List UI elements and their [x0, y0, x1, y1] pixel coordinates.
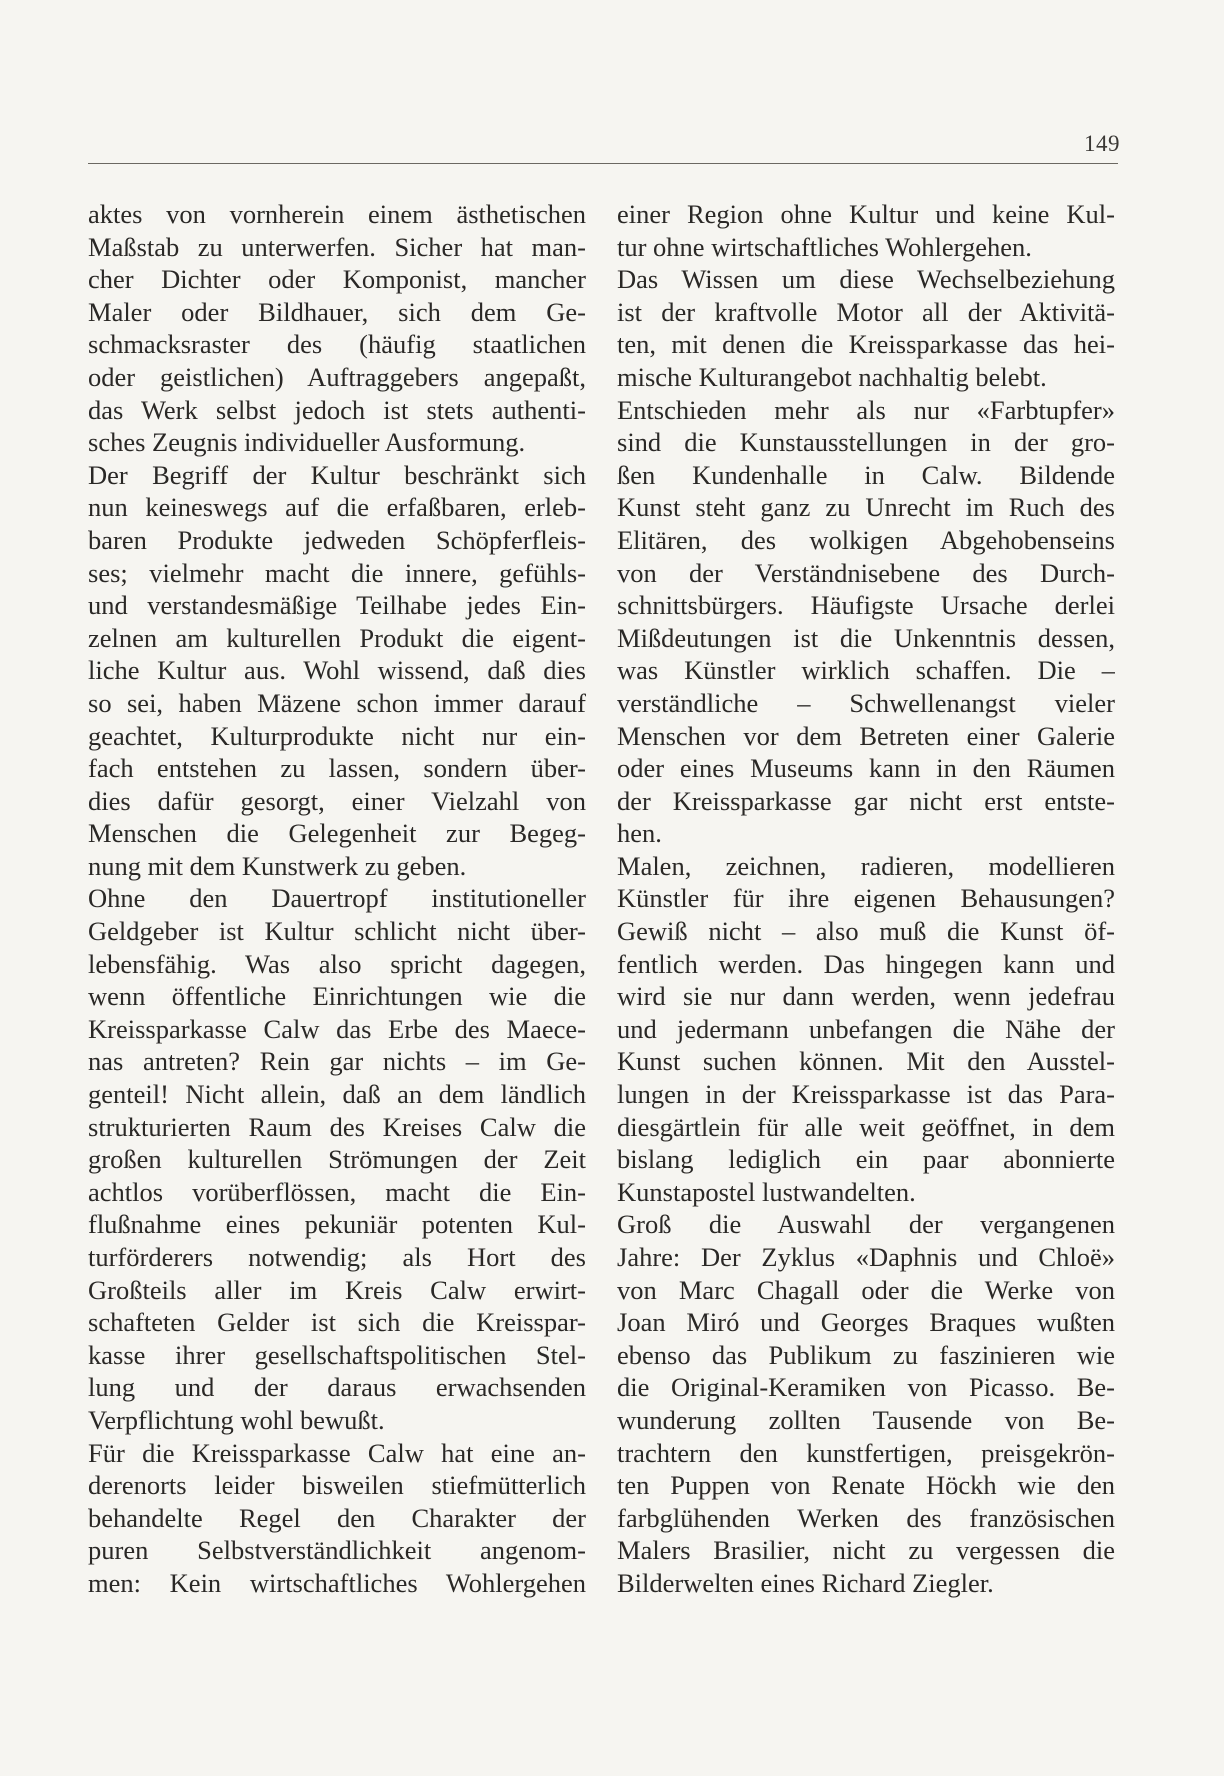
text-line: men: Kein wirtschaftliches Wohlergehen — [88, 1567, 586, 1598]
text-line: Der Begriff der Kultur beschränkt sich — [88, 459, 586, 490]
text-line: einer Region ohne Kultur und keine Kul- — [617, 199, 1115, 229]
text-line: verständliche – Schwellenangst vieler — [617, 687, 1115, 718]
text-line: Bilderwelten eines Richard Ziegler. — [617, 1567, 994, 1598]
text-line: schnittsbürgers. Häufigste Ursache derlei — [617, 590, 1115, 621]
text-line: Joan Miró und Georges Braques wußten — [617, 1307, 1115, 1338]
text-line: Elitären, des wolkigen Abgehobenseins — [617, 524, 1115, 555]
text-line: trachtern den kunstfertigen, preisgekrön- — [617, 1437, 1115, 1468]
text-line: und jedermann unbefangen die Nähe der — [617, 1013, 1115, 1044]
header-rule — [88, 163, 1118, 164]
text-line: so sei, haben Mäzene schon immer darauf — [88, 687, 586, 718]
text-line: nun keineswegs auf die erfaßbaren, erleb- — [88, 492, 586, 523]
text-line: turförderers notwendig; als Hort des — [88, 1242, 586, 1272]
text-line: derenorts leider bisweilen stiefmütterlich — [88, 1470, 586, 1501]
text-line: Ohne den Dauertropf institutioneller — [88, 883, 586, 914]
text-line: schafteten Gelder ist sich die Kreisspar- — [88, 1307, 586, 1338]
text-line: Verpflichtung wohl bewußt. — [88, 1404, 385, 1435]
text-line: oder geistlichen) Auftraggebers angepaßt, — [88, 361, 586, 392]
text-line: und verstandesmäßige Teilhabe jedes Ein- — [88, 590, 586, 621]
text-line: Großteils aller im Kreis Calw erwirt- — [88, 1274, 586, 1305]
text-line: Malers Brasilier, nicht zu vergessen die — [617, 1535, 1115, 1566]
text-line: ses; vielmehr macht die innere, gefühls- — [88, 557, 586, 588]
text-line: Maßstab zu unterwerfen. Sicher hat man- — [88, 231, 586, 262]
page-number: 149 — [1084, 131, 1120, 156]
text-line: Maler oder Bildhauer, sich dem Ge- — [88, 296, 586, 327]
text-line: diesgärtlein für alle weit geöffnet, in dem — [617, 1111, 1115, 1142]
text-line: sches Zeugnis individueller Ausformung. — [88, 427, 526, 458]
text-line: die Original-Keramiken von Picasso. Be- — [617, 1372, 1115, 1403]
text-line: ten, mit denen die Kreissparkasse das hei- — [617, 329, 1115, 360]
text-line: mische Kulturangebot nachhaltig belebt. — [617, 361, 1047, 392]
text-line: lungen in der Kreissparkasse ist das Para- — [617, 1079, 1115, 1110]
text-line: das Werk selbst jedoch ist stets authenti- — [88, 394, 586, 425]
text-line: wird sie nur dann werden, wenn jedefrau — [617, 981, 1115, 1012]
right-text-column — [617, 198, 1115, 1600]
text-line: sind die Kunstausstellungen in der gro- — [617, 427, 1115, 458]
text-line: baren Produkte jedweden Schöpferfleis- — [88, 524, 586, 555]
text-line: Entschieden mehr als nur «Farbtupfer» — [617, 394, 1115, 425]
text-line: behandelte Regel den Charakter der — [88, 1502, 586, 1533]
text-line: Kreissparkasse Calw das Erbe des Maece- — [88, 1013, 586, 1044]
text-line: großen kulturellen Strömungen der Zeit — [88, 1144, 586, 1175]
text-line: Kunst suchen können. Mit den Ausstel- — [617, 1046, 1115, 1077]
text-line: bislang lediglich ein paar abonnierte — [617, 1144, 1115, 1175]
text-line: was Künstler wirklich schaffen. Die – — [617, 655, 1115, 686]
text-line: wunderung zollten Tausende von Be- — [617, 1404, 1115, 1435]
text-line: lung und der daraus erwachsenden — [88, 1372, 586, 1403]
text-line: genteil! Nicht allein, daß an dem ländlich — [88, 1079, 586, 1110]
text-line: Jahre: Der Zyklus «Daphnis und Chloë» — [617, 1242, 1115, 1272]
text-line: Geldgeber ist Kultur schlicht nicht über- — [88, 916, 586, 947]
left-text-column — [88, 198, 586, 1600]
text-line: Für die Kreissparkasse Calw hat eine an- — [88, 1437, 586, 1468]
text-line: Malen, zeichnen, radieren, modellieren — [617, 850, 1115, 881]
text-line: lebensfähig. Was also spricht dagegen, — [88, 948, 586, 979]
text-line: oder eines Museums kann in den Räumen — [617, 753, 1115, 784]
text-line: farbglühenden Werken des französischen — [617, 1502, 1115, 1533]
text-line: achtlos vorüberflössen, macht die Ein- — [88, 1176, 586, 1207]
text-line: Kunst steht ganz zu Unrecht im Ruch des — [617, 492, 1115, 523]
text-line: ebenso das Publikum zu faszinieren wie — [617, 1339, 1115, 1370]
text-line: flußnahme eines pekuniär potenten Kul- — [88, 1209, 586, 1240]
text-line: ßen Kundenhalle in Calw. Bildende — [617, 459, 1115, 490]
text-line: Gewiß nicht – also muß die Kunst öf- — [617, 916, 1115, 947]
text-line: strukturierten Raum des Kreises Calw die — [88, 1111, 586, 1142]
text-line: von der Verständnisebene des Durch- — [617, 557, 1115, 588]
text-line: geachtet, Kulturprodukte nicht nur ein- — [88, 720, 586, 751]
text-line: hen. — [617, 818, 662, 849]
text-line: Mißdeutungen ist die Unkenntnis dessen, — [617, 622, 1115, 653]
text-line: ten Puppen von Renate Höckh wie den — [617, 1470, 1115, 1501]
text-line: Menschen die Gelegenheit zur Begeg- — [88, 818, 586, 849]
text-line: wenn öffentliche Einrichtungen wie die — [88, 981, 586, 1012]
text-line: Groß die Auswahl der vergangenen — [617, 1209, 1115, 1240]
text-line: nung mit dem Kunstwerk zu geben. — [88, 850, 467, 881]
text-line: von Marc Chagall oder die Werke von — [617, 1274, 1115, 1305]
text-line: nas antreten? Rein gar nichts – im Ge- — [88, 1046, 586, 1077]
text-line: tur ohne wirtschaftliches Wohlergehen. — [617, 231, 1032, 262]
text-line: Kunstapostel lustwandelten. — [617, 1176, 916, 1207]
text-line: ist der kraftvolle Motor all der Aktivitä- — [617, 296, 1115, 327]
text-line: liche Kultur aus. Wohl wissend, daß dies — [88, 655, 586, 686]
text-line: cher Dichter oder Komponist, mancher — [88, 264, 586, 295]
text-line: Künstler für ihre eigenen Behausungen? — [617, 883, 1115, 914]
text-line: der Kreissparkasse gar nicht erst entste- — [617, 785, 1115, 816]
text-line: fentlich werden. Das hingegen kann und — [617, 948, 1115, 979]
text-line: Menschen vor dem Betreten einer Galerie — [617, 720, 1115, 751]
text-line: kasse ihrer gesellschaftspolitischen Stel- — [88, 1339, 586, 1370]
text-line: Das Wissen um diese Wechselbeziehung — [617, 264, 1115, 295]
text-line: zelnen am kulturellen Produkt die eigent- — [88, 622, 586, 653]
text-line: puren Selbstverständlichkeit angenom- — [88, 1535, 586, 1566]
text-line: schmacksraster des (häufig staatlichen — [88, 329, 586, 360]
text-line: fach entstehen zu lassen, sondern über- — [88, 753, 586, 784]
text-line: aktes von vornherein einem ästhetischen — [88, 199, 586, 229]
text-line: dies dafür gesorgt, einer Vielzahl von — [88, 785, 586, 816]
